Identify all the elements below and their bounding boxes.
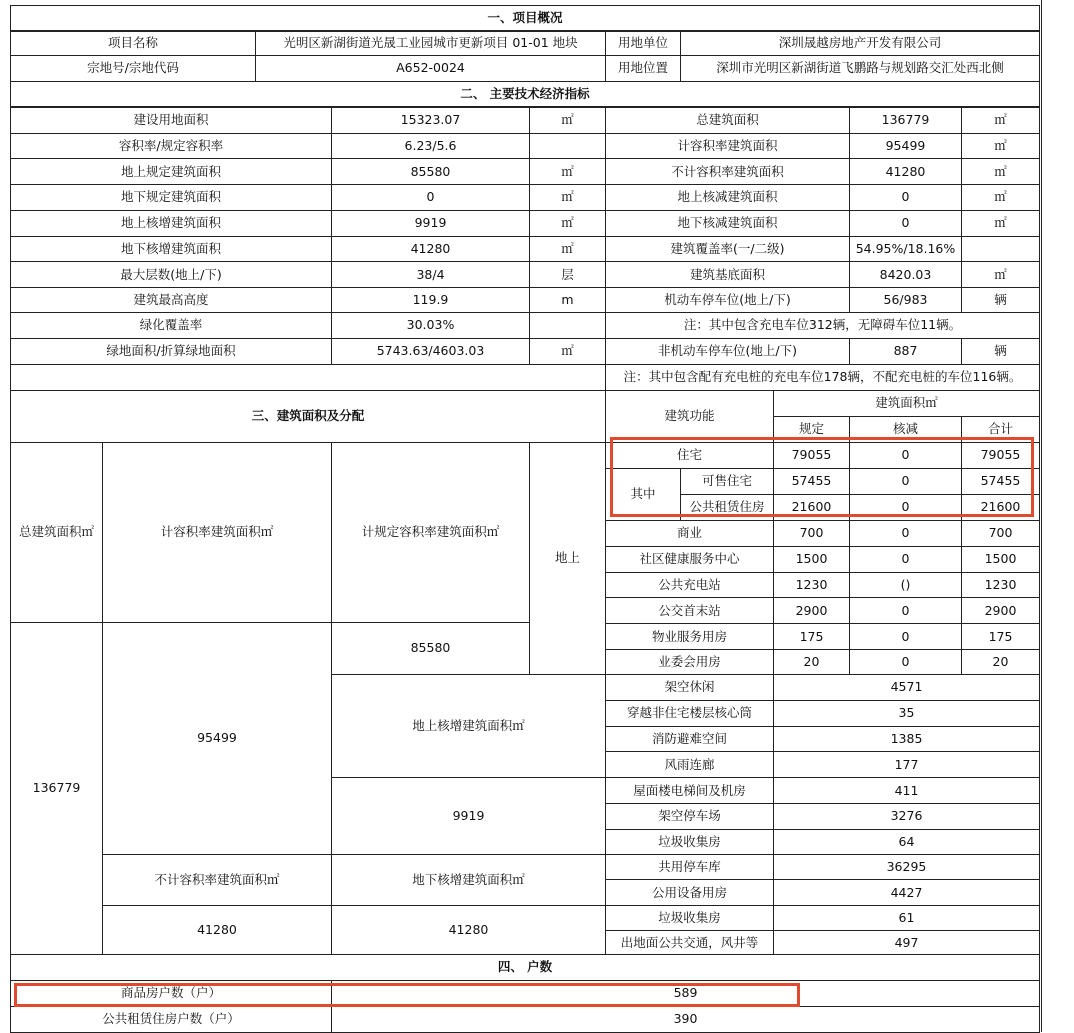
func-regulated: 1230: [773, 572, 850, 599]
func-name-residential: 住宅: [605, 442, 774, 469]
indicator-unit-right: [961, 236, 1040, 263]
indicator-unit-left: ㎡: [529, 107, 606, 134]
func-total-saleable: 57455: [961, 468, 1040, 495]
indicator-label-right: 机动车停车位(地上/下): [605, 287, 850, 314]
indicator-value-left: 0: [331, 184, 530, 211]
func-regulated: 2900: [773, 597, 850, 624]
func-reg-public-rental: 21600: [773, 494, 850, 521]
location-value: 深圳市光明区新湖街道飞鹏路与规划路交汇处西北侧: [680, 55, 1040, 82]
indicator-label-right: 计容积率建筑面积: [605, 133, 850, 160]
parking-note: 注：其中包含充电车位312辆，无障碍车位11辆。: [605, 312, 1040, 339]
reg-far-label: 计规定容积率建筑面积㎡: [331, 442, 530, 623]
indicator-value-left: 85580: [331, 158, 530, 185]
func-total-public-rental: 21600: [961, 494, 1040, 521]
above-increase-item-name: 架空休闲: [605, 674, 774, 701]
func-reduced: 0: [849, 649, 962, 676]
func-reduced: 0: [849, 623, 962, 650]
above-increase-item-value: 35: [773, 700, 1040, 727]
commercial-households-value: 589: [331, 980, 1040, 1007]
above-increase-item-name: 架空停车场: [605, 803, 774, 830]
green-area-unit: ㎡: [529, 338, 606, 365]
indicator-label-left: 建设用地面积: [10, 107, 332, 134]
section3-heading: 三、建筑面积及分配: [10, 390, 606, 443]
indicator-label-right: 建筑覆盖率(一/二级): [605, 236, 850, 263]
above-increase-item-value: 3276: [773, 803, 1040, 830]
indicator-value-right: 136779: [849, 107, 962, 134]
above-increase-value: 9919: [331, 777, 606, 855]
indicator-unit-left: [529, 133, 606, 160]
under-increase-item-value: 497: [773, 930, 1040, 957]
far-area-value: 95499: [102, 622, 332, 855]
func-total: 700: [961, 520, 1040, 547]
parcel-value: A652-0024: [255, 55, 606, 82]
indicator-label-left: 地上规定建筑面积: [10, 158, 332, 185]
under-increase-label: 地下核增建筑面积㎡: [331, 854, 606, 906]
above-increase-label: 地上核增建筑面积㎡: [331, 674, 606, 778]
indicator-label-right: 总建筑面积: [605, 107, 850, 134]
location-label: 用地位置: [605, 55, 681, 82]
project-name-label: 项目名称: [10, 31, 256, 56]
public-rental-households-label: 公共租赁住房户数（户）: [10, 1006, 332, 1033]
above-increase-item-name: 消防避难空间: [605, 726, 774, 753]
under-increase-item-value: 4427: [773, 879, 1040, 906]
indicator-unit-right: ㎡: [961, 107, 1040, 134]
indicator-value-right: 54.95%/18.16%: [849, 236, 962, 263]
func-regulated: 700: [773, 520, 850, 547]
reg-far-value: 85580: [331, 622, 530, 675]
indicator-value-right: 56/983: [849, 287, 962, 314]
section1-heading: 一、项目概况: [10, 5, 1040, 31]
above-increase-item-value: 411: [773, 777, 1040, 804]
indicator-unit-left: ㎡: [529, 210, 606, 237]
section4-heading: 四、 户数: [10, 954, 1040, 981]
indicator-unit-right: ㎡: [961, 184, 1040, 211]
func-name-saleable: 可售住宅: [680, 468, 774, 495]
indicator-value-left: 15323.07: [331, 107, 530, 134]
among-label: 其中: [605, 468, 681, 521]
under-increase-item-value: 36295: [773, 854, 1040, 881]
under-increase-value: 41280: [331, 905, 606, 955]
function-header: 建筑功能: [605, 390, 774, 443]
func-name: 业委会用房: [605, 649, 774, 676]
func-regulated: 1500: [773, 546, 850, 573]
project-name-value: 光明区新湖街道光晟工业园城市更新项目 01-01 地块: [255, 31, 606, 56]
nonmotor-label: 非机动车停车位(地上/下): [605, 338, 850, 365]
nonmotor-value: 887: [849, 338, 962, 365]
func-regulated: 20: [773, 649, 850, 676]
green-area-value: 5743.63/4603.03: [331, 338, 530, 365]
func-red-residential: 0: [849, 442, 962, 469]
indicator-unit-right: 辆: [961, 287, 1040, 314]
far-area-label: 计容积率建筑面积㎡: [102, 442, 332, 623]
func-reduced: 0: [849, 546, 962, 573]
area-header: 建筑面积㎡: [773, 390, 1040, 417]
under-increase-item-name: 垃圾收集房: [605, 905, 774, 932]
indicator-unit-right: ㎡: [961, 210, 1040, 237]
func-total: 1230: [961, 572, 1040, 599]
under-increase-item-name: 出地面公共交通，风井等: [605, 930, 774, 957]
indicator-unit-left: ㎡: [529, 236, 606, 263]
indicator-value-right: 8420.03: [849, 261, 962, 288]
func-reduced: (): [849, 572, 962, 599]
indicator-value-right: 95499: [849, 133, 962, 160]
above-increase-item-value: 1385: [773, 726, 1040, 753]
func-name: 物业服务用房: [605, 623, 774, 650]
indicator-label-left: 地下规定建筑面积: [10, 184, 332, 211]
above-increase-item-name: 风雨连廊: [605, 751, 774, 778]
indicator-unit-left: 层: [529, 261, 606, 288]
indicator-value-right: 41280: [849, 158, 962, 185]
indicator-label-left: 地下核增建筑面积: [10, 236, 332, 263]
indicator-label-left: 最大层数(地上/下): [10, 261, 332, 288]
func-name: 公交首末站: [605, 597, 774, 624]
indicator-value-left: 9919: [331, 210, 530, 237]
func-name: 商业: [605, 520, 774, 547]
indicator-label-right: 建筑基底面积: [605, 261, 850, 288]
land-unit-value: 深圳晟越房地产开发有限公司: [680, 31, 1040, 56]
indicator-label-left: 建筑最高高度: [10, 287, 332, 314]
under-increase-item-name: 公用设备用房: [605, 879, 774, 906]
above-increase-item-name: 垃圾收集房: [605, 829, 774, 856]
nonfar-value: 41280: [102, 905, 332, 955]
green-cover-label: 绿化覆盖率: [10, 312, 332, 339]
func-total: 20: [961, 649, 1040, 676]
above-increase-item-name: 穿越非住宅楼层核心筒: [605, 700, 774, 727]
indicator-label-right: 地下核减建筑面积: [605, 210, 850, 237]
green-cover-unit: [529, 312, 606, 339]
above-increase-item-value: 177: [773, 751, 1040, 778]
func-total: 1500: [961, 546, 1040, 573]
public-rental-households-value: 390: [331, 1006, 1040, 1033]
total-area-value: 136779: [10, 622, 103, 955]
func-name: 社区健康服务中心: [605, 546, 774, 573]
indicator-label-left: 地上核增建筑面积: [10, 210, 332, 237]
parcel-label: 宗地号/宗地代码: [10, 55, 256, 82]
indicator-label-right: 地上核减建筑面积: [605, 184, 850, 211]
page-edge-line: [1041, 0, 1042, 1032]
col-reduced: 核减: [849, 416, 962, 443]
above-ground-label: 地上: [529, 442, 606, 675]
func-red-public-rental: 0: [849, 494, 962, 521]
func-total-residential: 79055: [961, 442, 1040, 469]
func-reg-residential: 79055: [773, 442, 850, 469]
indicator-unit-right: ㎡: [961, 133, 1040, 160]
land-unit-label: 用地单位: [605, 31, 681, 56]
func-name: 公共充电站: [605, 572, 774, 599]
indicator-value-left: 6.23/5.6: [331, 133, 530, 160]
indicator-unit-right: ㎡: [961, 158, 1040, 185]
above-increase-item-value: 4571: [773, 674, 1040, 701]
nonmotor-note: 注：其中包含配有充电桩的充电车位178辆，不配充电桩的车位116辆。: [605, 364, 1040, 391]
indicator-unit-left: ㎡: [529, 184, 606, 211]
indicator-value-left: 38/4: [331, 261, 530, 288]
nonmotor-unit: 辆: [961, 338, 1040, 365]
nonfar-label: 不计容积率建筑面积㎡: [102, 854, 332, 906]
func-regulated: 175: [773, 623, 850, 650]
func-total: 175: [961, 623, 1040, 650]
total-area-label: 总建筑面积㎡: [10, 442, 103, 623]
indicator-value-left: 41280: [331, 236, 530, 263]
commercial-households-label: 商品房户数（户）: [10, 980, 332, 1007]
green-cover-value: 30.03%: [331, 312, 530, 339]
col-total: 合计: [961, 416, 1040, 443]
under-increase-item-value: 61: [773, 905, 1040, 932]
indicator-value-right: 0: [849, 184, 962, 211]
indicator-value-left: 119.9: [331, 287, 530, 314]
under-increase-item-name: 共用停车库: [605, 854, 774, 881]
func-total: 2900: [961, 597, 1040, 624]
note-row-empty: [10, 364, 606, 391]
indicator-unit-left: ㎡: [529, 158, 606, 185]
func-reduced: 0: [849, 597, 962, 624]
indicator-unit-left: m: [529, 287, 606, 314]
func-reg-saleable: 57455: [773, 468, 850, 495]
section2-heading: 二、 主要技术经济指标: [10, 81, 1040, 107]
indicator-label-left: 容积率/规定容积率: [10, 133, 332, 160]
indicator-value-right: 0: [849, 210, 962, 237]
func-red-saleable: 0: [849, 468, 962, 495]
above-increase-item-value: 64: [773, 829, 1040, 856]
indicator-label-right: 不计容积率建筑面积: [605, 158, 850, 185]
col-regulated: 规定: [773, 416, 850, 443]
func-reduced: 0: [849, 520, 962, 547]
green-area-label: 绿地面积/折算绿地面积: [10, 338, 332, 365]
func-name-public-rental: 公共租赁住房: [680, 494, 774, 521]
indicator-unit-right: ㎡: [961, 261, 1040, 288]
above-increase-item-name: 屋面楼电梯间及机房: [605, 777, 774, 804]
